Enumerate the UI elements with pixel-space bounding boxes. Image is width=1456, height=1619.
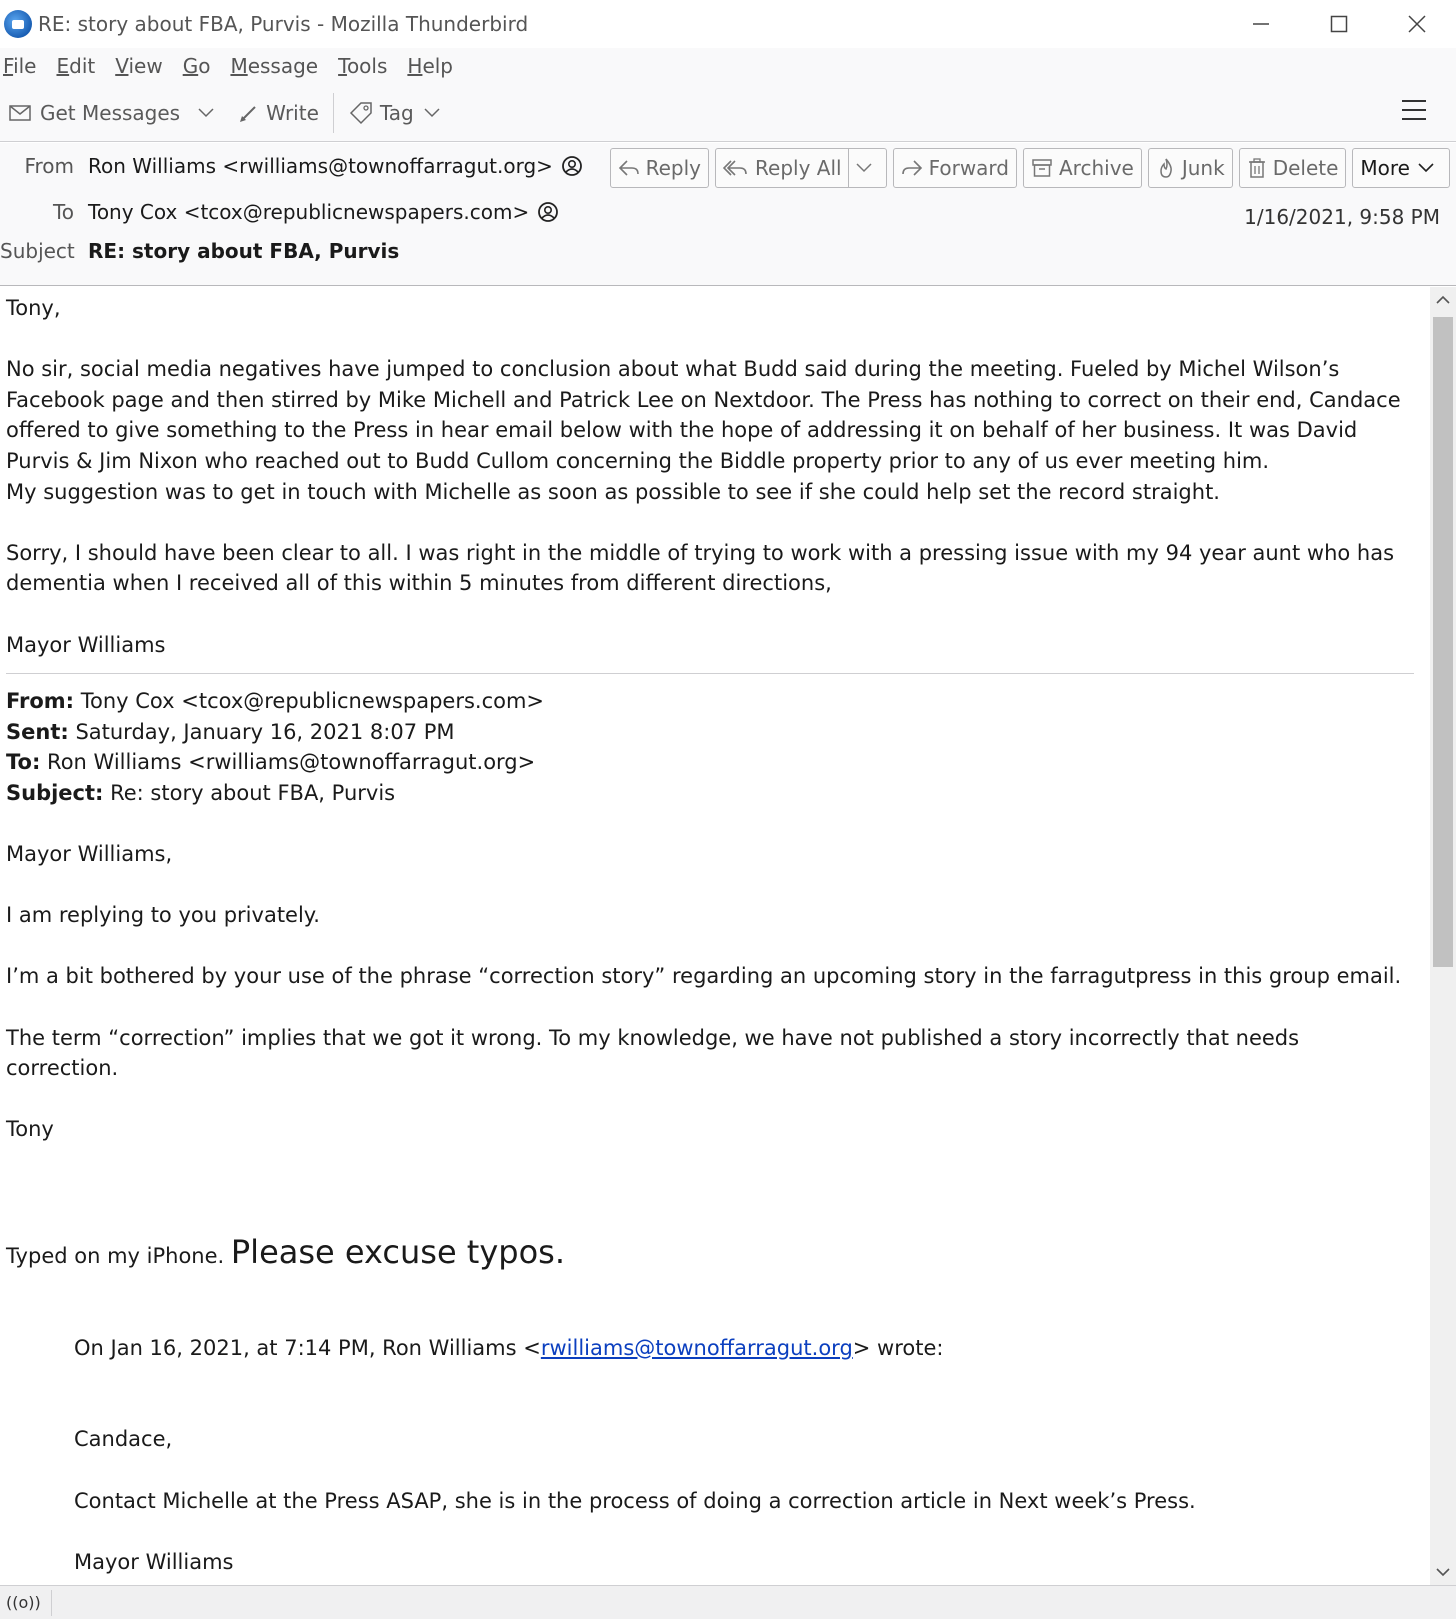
inner-greeting: Candace,: [74, 1427, 173, 1452]
quote-separator: [6, 673, 1414, 674]
message-actions: [604, 148, 1450, 188]
paragraph-1b: My suggestion was to get in touch with Michelle as soon as possible to see if she could help set the record straight.: [6, 479, 1220, 504]
app-menu-button[interactable]: [1402, 100, 1426, 120]
write-label: Write: [266, 100, 319, 125]
trash-icon: [1247, 157, 1267, 179]
scroll-thumb[interactable]: [1433, 317, 1453, 967]
tag-icon: [348, 101, 374, 125]
message-text: [6, 293, 1416, 1577]
paragraph-2: Sorry, I should have been clear to all. I was right in the middle of trying to work with a pressing issue with my 94 year aunt who has dementia when I received all of this within 5 minutes from different directions,: [6, 540, 1395, 596]
get-messages-dropdown[interactable]: [188, 93, 230, 133]
archive-label: Archive: [1059, 156, 1134, 180]
reply-all-label: Reply All: [755, 156, 842, 180]
to-label: To: [52, 200, 74, 224]
archive-icon: [1031, 158, 1053, 178]
forward-button[interactable]: [893, 148, 1017, 188]
reply-all-dropdown[interactable]: [848, 149, 886, 187]
message-body[interactable]: [0, 287, 1430, 1585]
from-label: From: [24, 154, 74, 178]
write-button[interactable]: [230, 93, 327, 133]
reply-all-button[interactable]: [715, 148, 887, 188]
maximize-button[interactable]: [1300, 0, 1378, 48]
email-link[interactable]: rwilliams@townoffarragut.org: [540, 1335, 853, 1360]
message-date: 1/16/2021, 9:58 PM: [1244, 205, 1440, 229]
reply-all-icon: [723, 158, 749, 178]
scroll-down-button[interactable]: [1430, 1559, 1456, 1585]
menu-tools[interactable]: Tools: [338, 54, 388, 78]
more-label: More: [1360, 156, 1410, 180]
quoted-sent: Sent: Saturday, January 16, 2021 8:07 PM: [6, 719, 455, 744]
delete-button[interactable]: [1239, 148, 1347, 188]
junk-flame-icon: [1156, 157, 1176, 179]
quoted-line-2: I’m a bit bothered by your use of the phrase “correction story” regarding an upcoming story in the farragutpress in this group email.: [6, 964, 1402, 989]
quoted-signoff: Tony: [6, 1117, 54, 1142]
to-field[interactable]: [88, 200, 559, 224]
menu-go[interactable]: Go: [182, 54, 211, 78]
reply-icon: [618, 158, 640, 178]
maximize-icon: [1330, 15, 1348, 33]
quoted-subject: Subject: Re: story about FBA, Purvis: [6, 780, 396, 805]
menu-help[interactable]: Help: [407, 54, 453, 78]
window-title: RE: story about FBA, Purvis - Mozilla Thunderbird: [38, 12, 529, 36]
chevron-down-icon: [1416, 161, 1436, 175]
title-bar: [0, 0, 1456, 48]
typed-on-iphone: Typed on my iPhone. Please excuse typos.: [6, 1232, 566, 1271]
greeting: Tony,: [6, 296, 61, 320]
subject-value: RE: story about FBA, Purvis: [88, 239, 400, 263]
chevron-down-icon: [1436, 1567, 1450, 1577]
scroll-up-button[interactable]: [1430, 287, 1456, 313]
menu-edit[interactable]: Edit: [56, 54, 96, 78]
paragraph-1: No sir, social media negatives have jumped to conclusion about what Budd said during the meeting. Fueled by Michel Wilson’s Facebook page and then stirred by Mike Michell and Patrick Lee on Nextdoor. The Press has nothing to correct on their end, Candace offered to give something to the Press in hear email below with the hope of addressing it on behalf of her business. It was David Purvis & Jim Nixon who reached out to Budd Cullom concerning the Biddle property prior to any of us ever meeting him.: [6, 357, 1401, 473]
forward-label: Forward: [928, 156, 1009, 180]
close-icon: [1408, 15, 1426, 33]
chevron-down-icon: [196, 106, 216, 120]
subject-label: Subject: [0, 239, 75, 263]
from-field[interactable]: [88, 154, 583, 178]
reply-label: Reply: [645, 156, 702, 180]
menu-bar: [0, 48, 1456, 84]
delete-label: Delete: [1272, 156, 1339, 180]
window-controls: [1222, 0, 1456, 48]
quoted-line-1: I am replying to you privately.: [6, 903, 320, 928]
forward-icon: [901, 158, 923, 178]
chevron-down-icon: [855, 162, 873, 174]
menu-view[interactable]: View: [115, 54, 163, 78]
toolbar-separator: [333, 93, 334, 133]
get-messages-icon: [8, 102, 34, 124]
status-bar: [0, 1585, 1456, 1619]
reply-button[interactable]: [610, 148, 709, 188]
chevron-down-icon: [422, 106, 442, 120]
vertical-scrollbar[interactable]: [1430, 287, 1456, 1585]
chevron-up-icon: [1436, 295, 1450, 305]
signoff: Mayor Williams: [6, 632, 166, 657]
menu-message[interactable]: Message: [230, 54, 319, 78]
archive-button[interactable]: [1023, 148, 1142, 188]
junk-label: Junk: [1181, 156, 1225, 180]
quoted-line-3: The term “correction” implies that we got it wrong. To my knowledge, we have not published a story incorrectly that needs correction.: [6, 1025, 1300, 1081]
online-status-icon[interactable]: ((o)): [6, 1593, 41, 1612]
thunderbird-logo-icon: [4, 10, 32, 38]
get-messages-label: Get Messages: [40, 100, 181, 125]
junk-button[interactable]: [1148, 148, 1233, 188]
to-value[interactable]: Tony Cox <tcox@republicnewspapers.com>: [88, 200, 530, 224]
wrote-line: On Jan 16, 2021, at 7:14 PM, Ron Williams <rwilliams@townoffarragut.org> wrote:: [74, 1335, 944, 1360]
tag-label: Tag: [379, 100, 414, 125]
main-toolbar: [0, 84, 1456, 142]
contact-icon[interactable]: [537, 201, 559, 223]
minimize-button[interactable]: [1222, 0, 1300, 48]
close-button[interactable]: [1378, 0, 1456, 48]
inner-signoff: Mayor Williams: [74, 1549, 234, 1574]
get-messages-button[interactable]: [0, 93, 188, 133]
inner-line: Contact Michelle at the Press ASAP, she is in the process of doing a correction article in Next week’s Press.: [74, 1488, 1196, 1513]
menu-file[interactable]: File: [3, 54, 37, 78]
status-separator: [51, 1590, 52, 1616]
message-header: [0, 143, 1456, 286]
quoted-to: To: Ron Williams <rwilliams@townoffarragut.org>: [6, 750, 536, 775]
minimize-icon: [1252, 15, 1270, 33]
quoted-from: From: Tony Cox <tcox@republicnewspapers.com>: [6, 689, 545, 714]
tag-button[interactable]: [340, 93, 456, 133]
from-value[interactable]: Ron Williams <rwilliams@townoffarragut.org>: [88, 154, 553, 178]
pencil-icon: [238, 102, 260, 124]
quoted-greeting: Mayor Williams,: [6, 842, 173, 867]
contact-icon[interactable]: [561, 155, 583, 177]
more-button[interactable]: [1352, 148, 1450, 188]
